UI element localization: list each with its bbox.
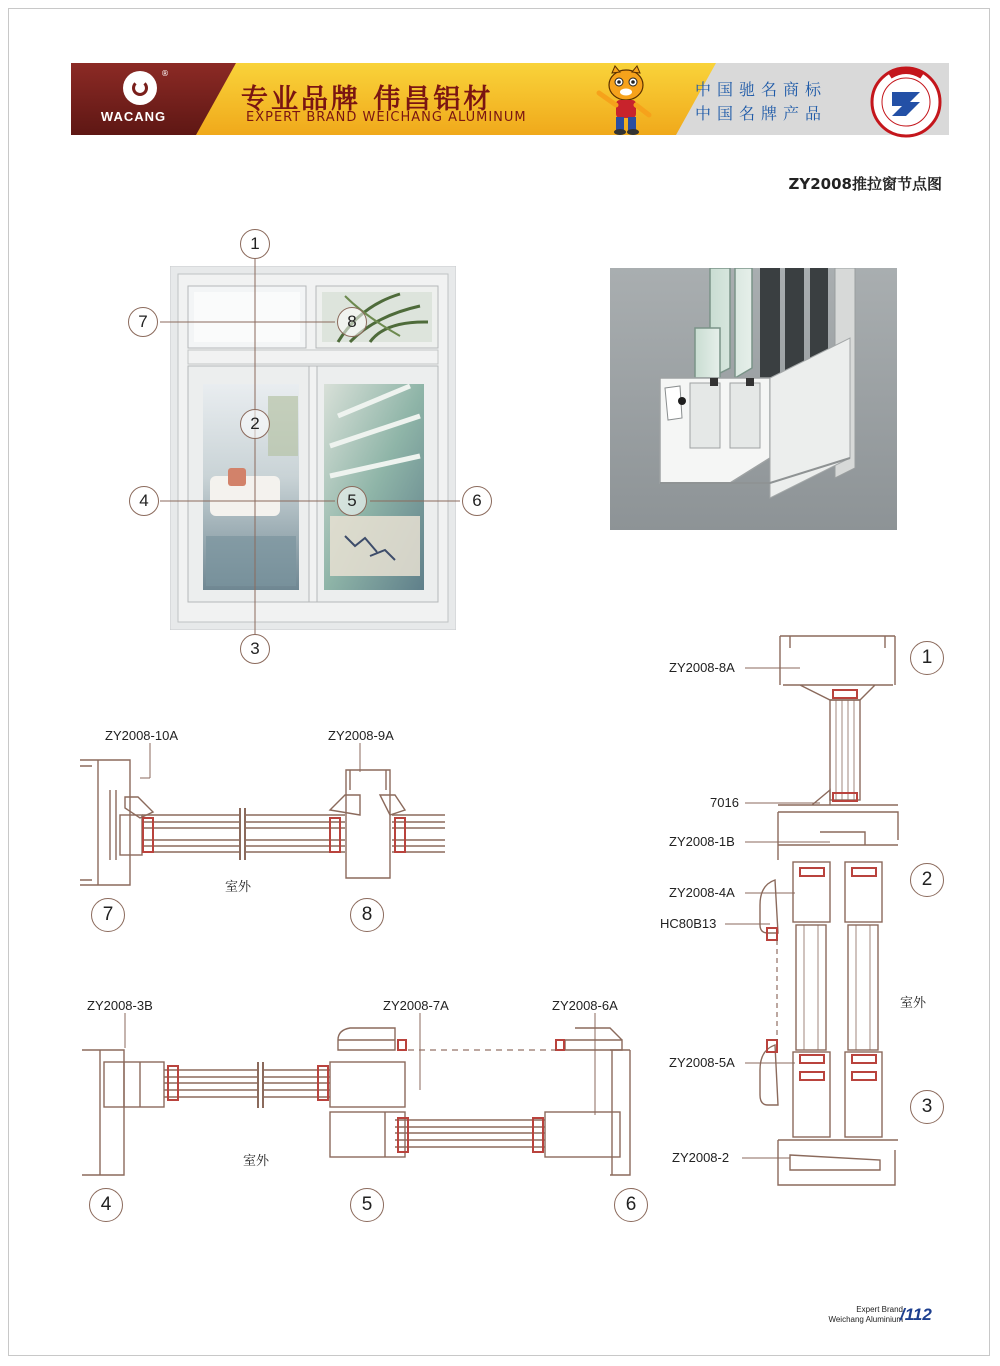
section-marker-1: 1 <box>910 641 944 675</box>
section-marker-8: 8 <box>350 898 384 932</box>
outside-label-right: 室外 <box>900 996 927 1011</box>
marker-7: 7 <box>128 307 158 337</box>
label-zy2008-7a: ZY2008-7A <box>383 998 449 1013</box>
label-7016: 7016 <box>710 795 739 810</box>
label-zy2008-6a: ZY2008-6A <box>552 998 618 1013</box>
registered-mark: ® <box>161 69 169 78</box>
footer-line-1: Expert Brand <box>856 1305 903 1314</box>
footer-brand <box>828 1305 903 1325</box>
honor-line-2: 中国名牌产品 <box>695 104 828 123</box>
vertical-section-drawing <box>760 636 898 1185</box>
marker-6: 6 <box>462 486 492 516</box>
outside-label-456: 室外 <box>243 1154 270 1169</box>
outside-label-78: 室外 <box>225 880 252 895</box>
section-marker-5: 5 <box>350 1188 384 1222</box>
label-zy2008-8a: ZY2008-8A <box>669 660 735 675</box>
page-number: /112 <box>900 1305 932 1324</box>
marker-5: 5 <box>337 486 367 516</box>
label-zy2008-3b: ZY2008-3B <box>87 998 153 1013</box>
slogan-english: EXPERT BRAND WEICHANG ALUMINUM <box>246 110 527 125</box>
section-marker-3: 3 <box>910 1090 944 1124</box>
footer-line-2: Weichang Aluminium <box>828 1315 903 1324</box>
section-78-drawing <box>80 760 445 885</box>
label-zy2008-10a: ZY2008-10A <box>105 728 178 743</box>
honor-line-1: 中国驰名商标 <box>695 80 828 99</box>
logo-text: WACANG <box>100 109 167 124</box>
slogan-chinese: 专业品牌 伟昌铝材 <box>241 84 494 115</box>
marker-8: 8 <box>337 307 367 337</box>
label-zy2008-1b: ZY2008-1B <box>669 834 735 849</box>
label-hc80b13: HC80B13 <box>660 916 717 931</box>
section-marker-7: 7 <box>91 898 125 932</box>
section-456-drawing <box>82 1028 630 1175</box>
label-zy2008-9a: ZY2008-9A <box>328 728 394 743</box>
label-zy2008-4a: ZY2008-4A <box>669 885 735 900</box>
marker-1: 1 <box>240 229 270 259</box>
marker-4: 4 <box>129 486 159 516</box>
marker-3: 3 <box>240 634 270 664</box>
label-zy2008-2: ZY2008-2 <box>672 1150 730 1165</box>
section-marker-6: 6 <box>614 1188 648 1222</box>
marker-2: 2 <box>240 409 270 439</box>
section-marker-4: 4 <box>89 1188 123 1222</box>
page-title: ZY2008推拉窗节点图 <box>788 175 942 193</box>
label-zy2008-5a: ZY2008-5A <box>669 1055 735 1070</box>
section-marker-2: 2 <box>910 863 944 897</box>
